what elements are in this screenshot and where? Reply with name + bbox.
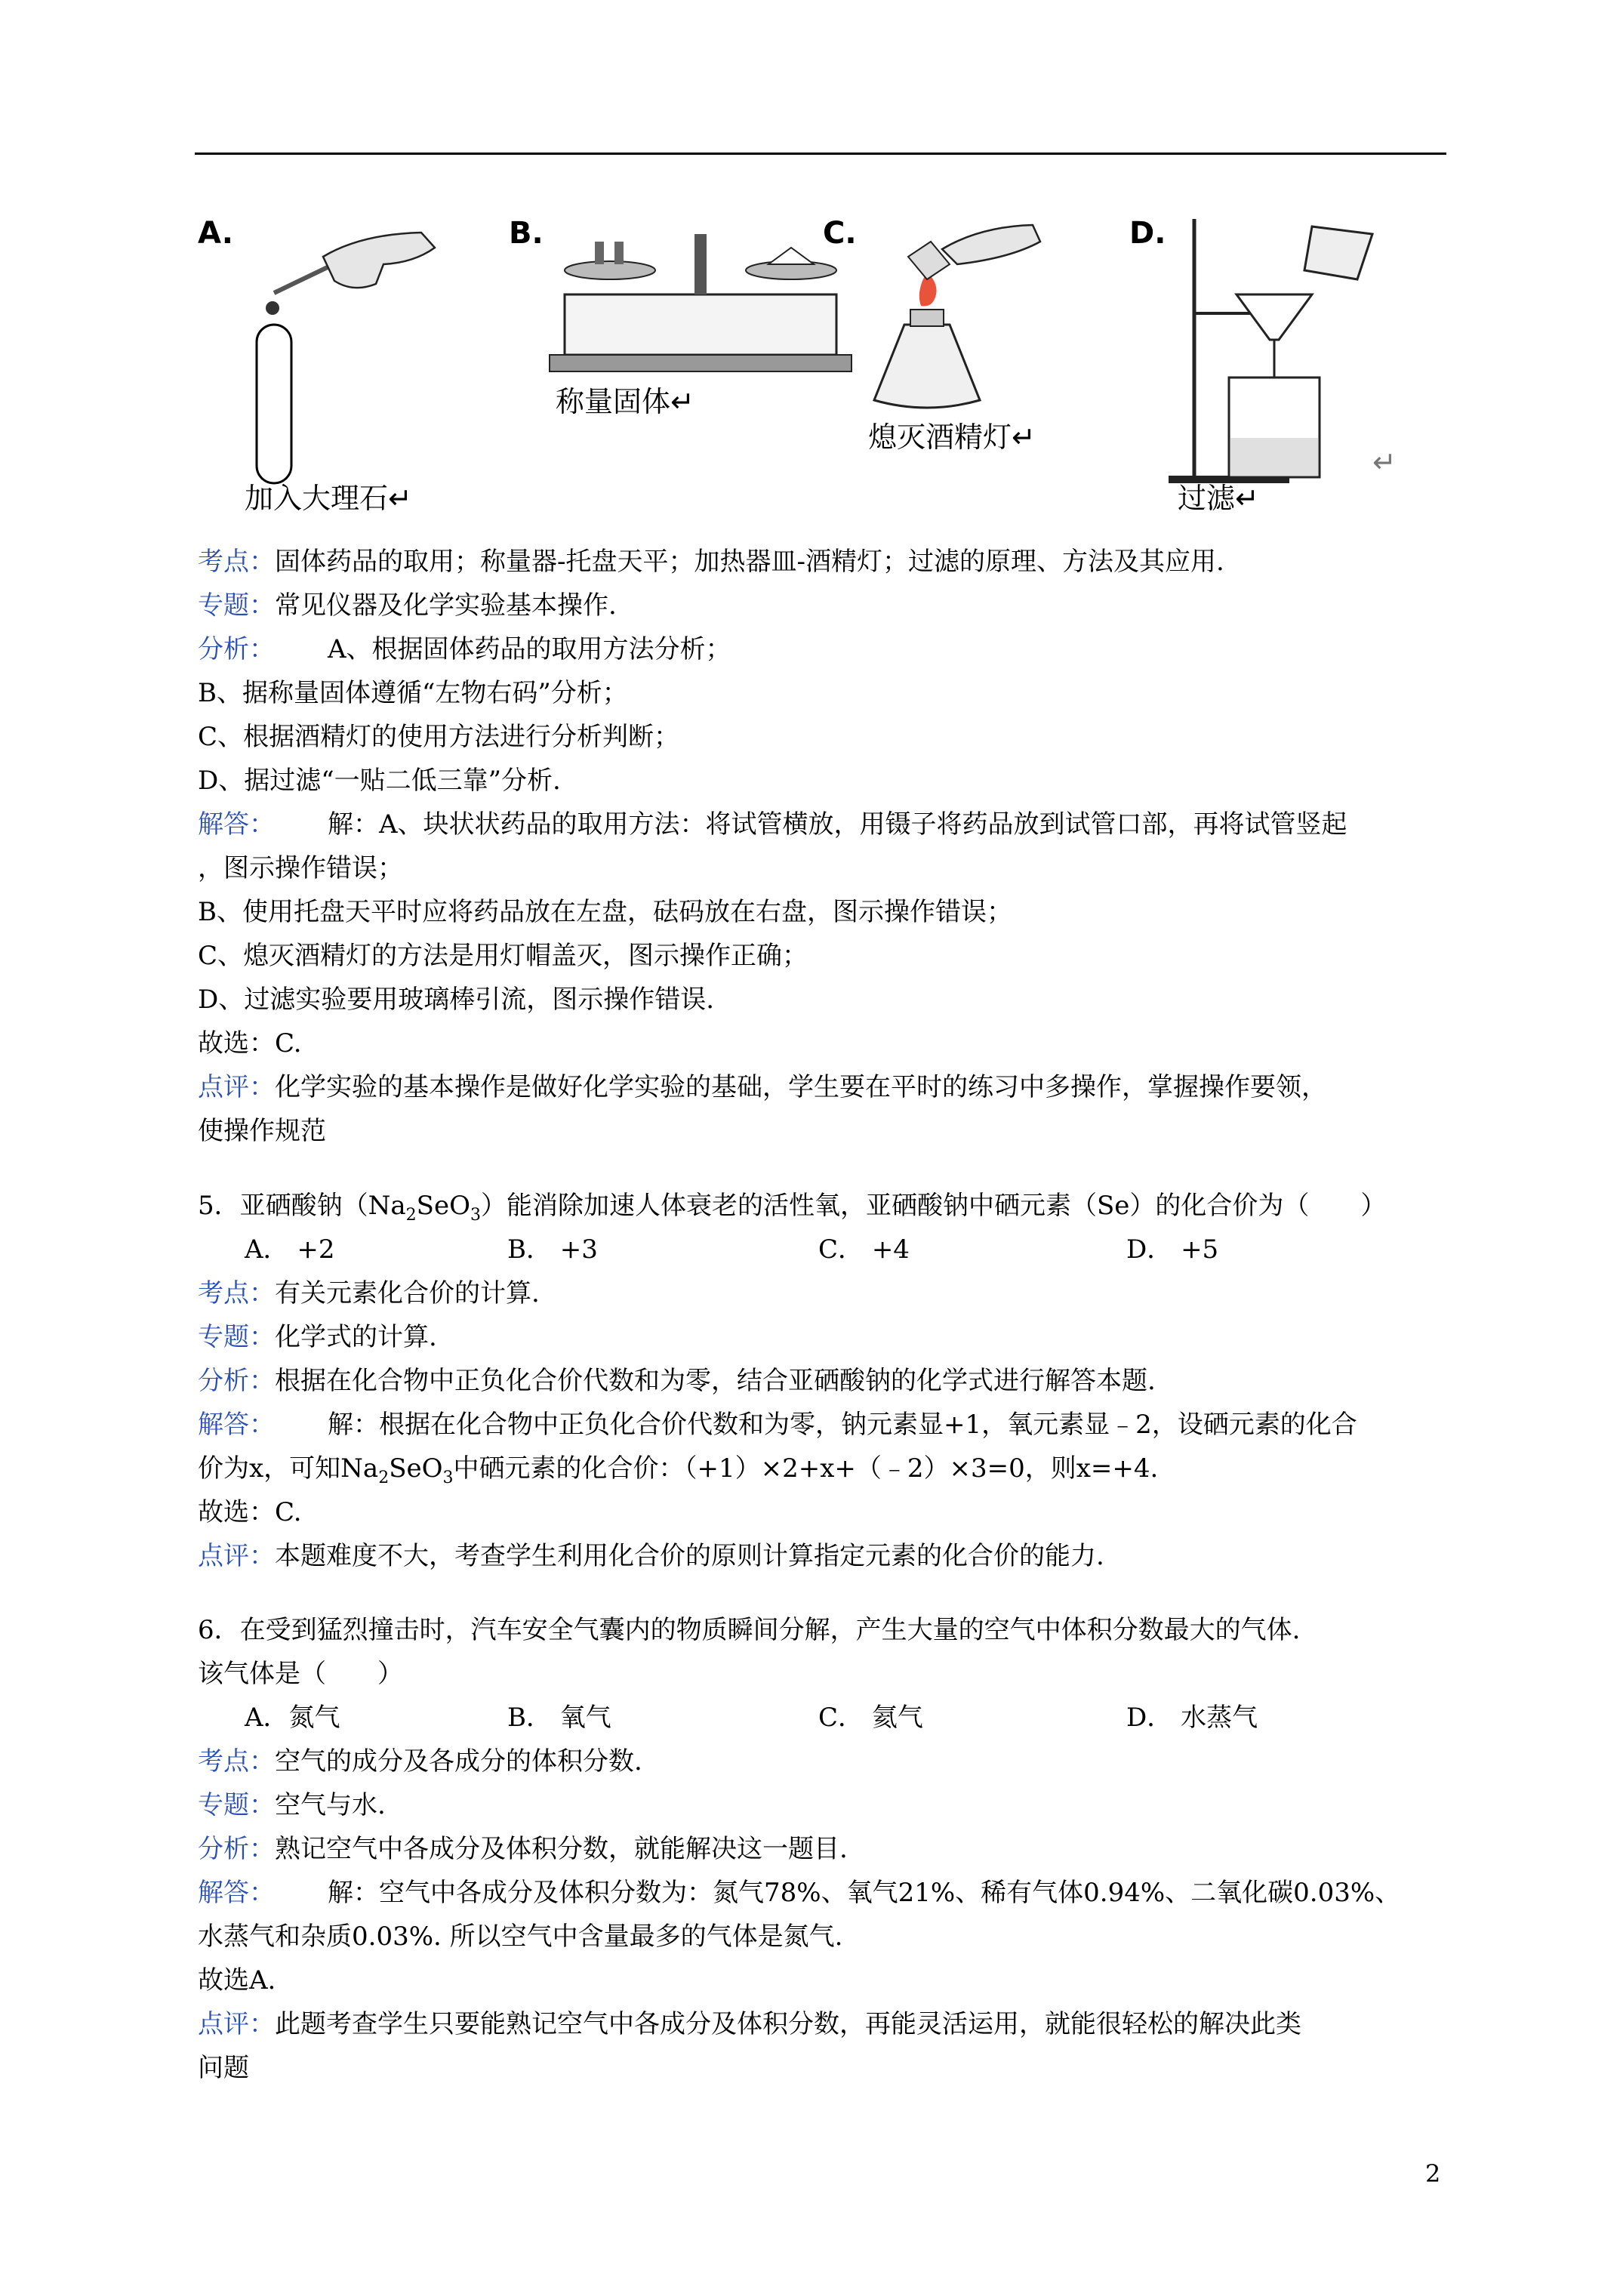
q4-fenxi-line: B、据称量固体遵循“左物右码”分析； — [198, 678, 628, 708]
weight-2 — [614, 242, 624, 264]
lamp-body — [874, 325, 980, 408]
figure-b-caption: 称量固体↵ — [556, 385, 694, 418]
q4-answer: 故选：C. — [198, 1028, 302, 1059]
q6-stem-line: 该气体是（ ） — [198, 1659, 403, 1689]
q4-fenxi-line: C、根据酒精灯的使用方法进行分析判断； — [198, 722, 680, 752]
q4-zhuanti: 专题：常见仪器及化学实验基本操作. — [198, 590, 617, 621]
q6-stem: 6．在受到猛烈撞击时，汽车安全气囊内的物质瞬间分解，产生大量的空气中体积分数最大的气体. — [198, 1615, 1301, 1645]
q6-option-b: B． 氧气 — [507, 1703, 611, 1733]
q4-jieda-line: C、熄灭酒精灯的方法是用灯帽盖灭，图示操作正确； — [198, 941, 808, 971]
q5 — [198, 1184, 1448, 1578]
q5-option-a: A． +2 — [245, 1234, 335, 1265]
figure-b-option: B. — [509, 216, 544, 251]
figures-svg — [195, 211, 1448, 529]
q4-jieda: 解答： 解：A、块状状药品的取用方法：将试管横放，用镊子将药品放到试管口部，再将试管竖起 — [198, 809, 1347, 840]
q6-option-a: A．氮气 — [245, 1703, 340, 1733]
pouring-beaker — [1304, 227, 1372, 279]
q4-fenxi-line: D、据过滤“一贴二低三靠”分析. — [198, 766, 561, 796]
q6-answer: 故选A. — [198, 1965, 276, 1996]
q6-jieda: 解答： 解：空气中各成分及体积分数为：氮气78%、氧气21%、稀有气体0.94%、二氧化碳0.03%、 — [198, 1878, 1401, 1908]
q4-fenxi: 分析： A、根据固体药品的取用方法分析； — [198, 634, 731, 664]
q5-option-b: B． +3 — [507, 1234, 598, 1265]
q4-kaodian: 考点：固体药品的取用；称量器-托盘天平；加热器皿-酒精灯；过滤的原理、方法及其应用. — [198, 547, 1224, 577]
hand-icon — [323, 233, 435, 288]
figure-c-caption: 熄灭酒精灯↵ — [868, 421, 1036, 454]
q5-dianping: 点评：本题难度不大，考查学生利用化合价的原则计算指定元素的化合价的能力. — [198, 1541, 1104, 1571]
left-pan — [565, 261, 655, 279]
lamp-cap — [908, 242, 950, 279]
tweezers — [274, 266, 331, 293]
q5-option-d: D． +5 — [1126, 1234, 1219, 1265]
figures-row — [195, 211, 1448, 529]
q5-answer: 故选：C. — [198, 1497, 302, 1527]
q4-jieda-line: D、过滤实验要用玻璃棒引流，图示操作错误. — [198, 985, 715, 1015]
test-tube — [257, 325, 291, 483]
lamp-neck — [910, 310, 944, 326]
figure-d — [1129, 216, 1397, 515]
solid-on-paper — [768, 248, 814, 264]
q5-kaodian: 考点：有关元素化合价的计算. — [198, 1278, 540, 1308]
q6-dianping: 点评：此题考查学生只要能熟记空气中各成分及体积分数，再能灵活运用，就能很轻松的解决此类 — [198, 2009, 1301, 2039]
q4-dianping: 点评：化学实验的基本操作是做好化学实验的基础，学生要在平时的练习中多操作，掌握操作要领， — [198, 1072, 1327, 1102]
q6-option-c: C． 氦气 — [818, 1703, 923, 1733]
q4-solution — [198, 540, 1448, 1153]
q5-jieda-line: 价为x，可知$Na_2SeO_3$中硒元素的化合价：（+1）×2+x+（﹣2）×3=0，则x=+4. — [198, 1453, 1159, 1487]
figure-a — [198, 216, 435, 515]
q5-zhuanti: 专题：化学式的计算. — [198, 1322, 437, 1352]
marble-piece — [266, 301, 279, 315]
q6-fenxi: 分析：熟记空气中各成分及体积分数，就能解决这一题目. — [198, 1834, 848, 1864]
header-rule — [195, 153, 1446, 155]
figure-b — [509, 216, 852, 418]
balance-body — [565, 294, 836, 355]
q6-jieda-line: 水蒸气和杂质0.03%. 所以空气中含量最多的气体是氮气. — [198, 1922, 843, 1952]
q6 — [198, 1608, 1448, 2090]
q6-options — [198, 1696, 1448, 1740]
figure-a-caption: 加入大理石↵ — [245, 482, 412, 515]
q5-options — [198, 1228, 1448, 1271]
figure-a-option: A. — [198, 216, 233, 251]
q6-kaodian: 考点：空气的成分及各成分的体积分数. — [198, 1746, 642, 1777]
balance-pointer — [694, 234, 707, 294]
q6-zhuanti: 专题：空气与水. — [198, 1790, 386, 1820]
figure-d-caption: 过滤↵ — [1178, 482, 1259, 515]
funnel — [1236, 294, 1312, 340]
figure-c-option: C. — [823, 216, 857, 251]
q5-option-c: C． +4 — [818, 1234, 910, 1265]
page-number: 2 — [1425, 2159, 1441, 2188]
q5-jieda: 解答： 解：根据在化合物中正负化合价代数和为零，钠元素显+1，氧元素显﹣2，设硒元素的化合 — [198, 1410, 1357, 1440]
balance-base — [550, 355, 852, 371]
q4-jieda-line: ，图示操作错误； — [198, 853, 403, 883]
filtrate — [1230, 438, 1318, 476]
q5-fenxi: 分析：根据在化合物中正负化合价代数和为零，结合亚硒酸钠的化学式进行解答本题. — [198, 1366, 1156, 1396]
hand-icon — [942, 225, 1040, 264]
figure-d-option: D. — [1129, 216, 1166, 251]
q5-stem: 5．亚硒酸钠$(Na_2SeO_3)$能消除加速人体衰老的活性氧，亚硒酸钠中硒元素（Se）的化合价为（ ） — [198, 1191, 1387, 1225]
q6-option-d: D． 水蒸气 — [1126, 1703, 1258, 1733]
q4-dianping-line: 使操作规范 — [198, 1116, 326, 1146]
q6-dianping-line: 问题 — [198, 2053, 249, 2083]
end-mark: ↵ — [1372, 445, 1397, 479]
figure-c — [823, 216, 1040, 454]
q4-jieda-line: B、使用托盘天平时应将药品放在左盘，砝码放在右盘，图示操作错误； — [198, 897, 1012, 927]
weight-1 — [595, 242, 604, 264]
